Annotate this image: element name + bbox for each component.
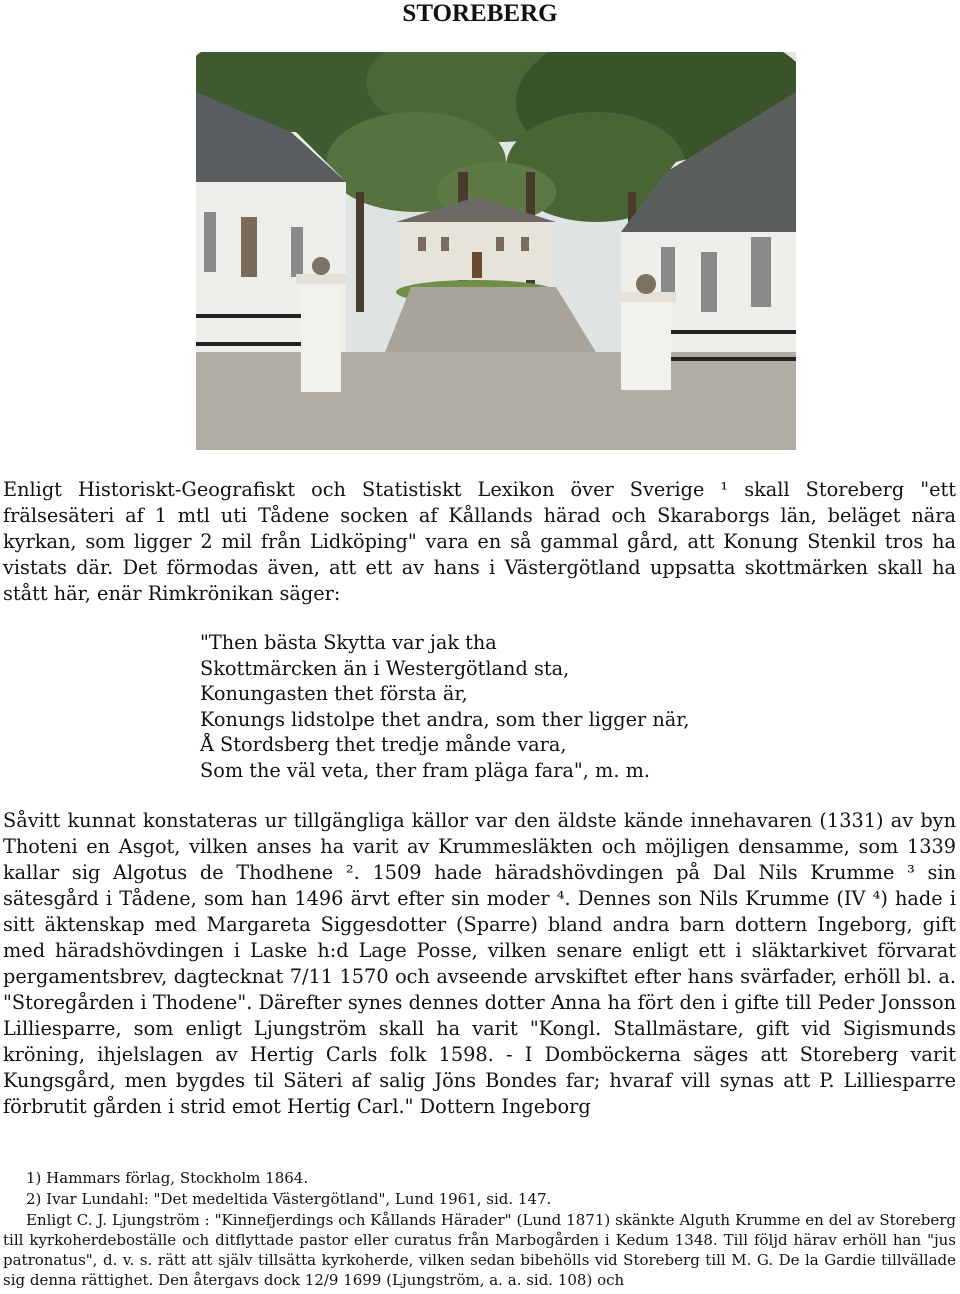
page-title: STOREBERG [402, 0, 558, 27]
quote-line: Skottmärcken än i Westergötland sta, [200, 656, 570, 680]
footnote-2: 2) Ivar Lundahl: "Det medeltida Västergötland", Lund 1961, sid. 147. [26, 1190, 552, 1208]
paragraph-text: Enligt Historiskt-Geografiskt och Statistiskt Lexikon över Sverige ¹ skall Storeberg "ett frälsesäteri af 1 mtl uti Tådene socken af Kållands härad och Skaraborgs län, beläget nära kyrkan, som ligger 2 mil från Lidköping" vara en så gammal gård, att Konung Stenkil tros ha vistats där. Det förmodas även, att ett av hans i Västergötland uppsatta skottmärken skall ha stått här, enär Rimkrönikan säger: [3, 478, 956, 605]
manor-avenue-photo [196, 52, 796, 450]
quote-line: Konungasten thet första är, [200, 682, 468, 705]
quote-line: Konungs lidstolpe thet andra, som ther ligger när, [200, 707, 690, 731]
quote-line: "Then bästa Skytta var jak tha [200, 631, 497, 654]
quote-line: Å Stordsberg thet tredje månde vara, [200, 733, 567, 756]
paragraph-text: Såvitt kunnat konstateras ur tillgängliga källor var den äldste kände innehavaren (1331) av byn Thoteni en Asgot, vilken anses ha varit av Krummesläkten och möjligen densamme, som 1339 kallar sig Algotus de Thodhene ². 1509 hade häradshövdingen på Dal Nils Krumme ³ sin sätesgård i Tådene, som han 1496 ärvt efter sin moder ⁴. Dennes son Nils Krumme (IV ⁴) hade i sitt äktenskap med Margareta Siggesdotter (Sparre) bland andra barn dottern Ingeborg, gift med häradshövdingen i Laske h:d Lage Posse, vilken senare enligt ett i släktarkivet förvarat pergamentsbrev, dagtecknat 7/11 1570 och avseende arvskiftet efter hans svärfader, erhöll bl. a. "Storegården i Thodene". Därefter synes dennes dotter Anna ha fört den i gifte till Peder Jonsson Lilliesparre, som enligt Ljungström skall ha varit "Kongl. Stallmästare, gift vid Sigismunds kröning, ihjelslagen av Hertig Carls folk 1598. - I Domböckerna säges att Storeberg varit Kungsgård, men bygdes til Säteri af salig Jöns Bondes far; hvaraf vill synas att P. Lilliesparre förbrutit gården i strid emot Hertig Carl." Dottern Ingeborg [3, 809, 956, 1118]
footnote-1: 1) Hammars förlag, Stockholm 1864. [26, 1169, 309, 1187]
history-paragraph [3, 808, 956, 1120]
footnote-3: Enligt C. J. Ljungström : "Kinnefjerdings och Kållands Härader" (Lund 1871) skänkte Alguth Krumme en del av Storeberg till kyrkoherdeboställe och ditflyttade pastor eller curatus från Marbogården i Kedum 1348. Till följd härav erhöll han "jus patronatus", d. v. s. rätt att själv tillsätta kyrkoherde, vilken sedan bibehölls vid Storeberg till M. G. De la Gardie tillvällade sig denna rättighet. Den återgavs dock 12/9 1699 (Ljungström, a. a. sid. 108) och [3, 1211, 956, 1289]
rimkronikan-quote [200, 630, 690, 783]
quote-line: Som the väl veta, ther fram pläga fara", m. m. [200, 758, 651, 782]
intro-paragraph [3, 477, 956, 607]
